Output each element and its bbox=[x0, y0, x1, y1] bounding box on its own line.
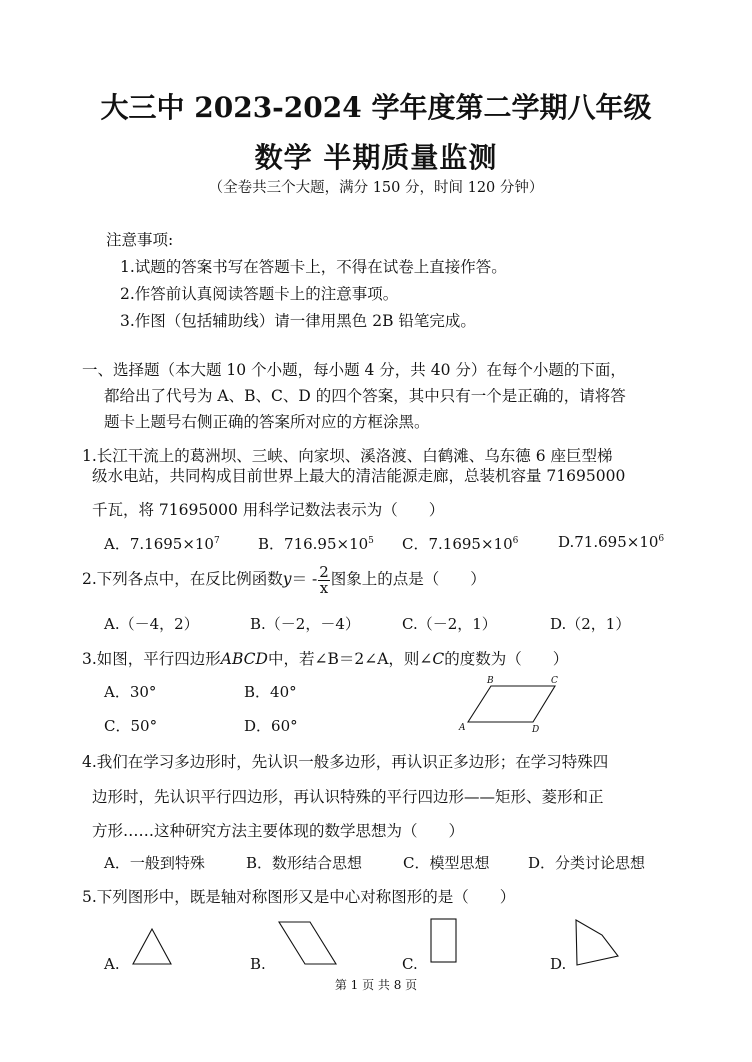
question-3-stem: 3.如图，平行四边形ABCD中，若∠B＝2∠A，则∠C的度数为（ ） bbox=[82, 650, 569, 668]
section-heading: 一、选择题（本大题 10 个小题，每小题 4 分，共 40 分）在每个小题的下面， bbox=[82, 361, 626, 379]
quadrilateral-shape bbox=[572, 914, 624, 970]
question-4-option-a: A．一般到特殊 bbox=[104, 854, 205, 872]
parallelogram-shape bbox=[468, 686, 555, 722]
question-5-option-a: A. bbox=[104, 955, 120, 973]
question-3-option-c: C．50° bbox=[104, 717, 158, 735]
parallelogram-option-shape bbox=[276, 918, 340, 968]
question-2-option-a: A.（－4，2） bbox=[104, 615, 199, 633]
question-2-option-c: C.（－2，1） bbox=[402, 615, 497, 633]
question-4-option-d: D．分类讨论思想 bbox=[528, 854, 646, 872]
question-1-option-c: C．$7.1695\times 10^6$ bbox=[402, 535, 519, 553]
question-4-stem: 4.我们在学习多边形时，先认识一般多边形，再认识正多边形；在学习特殊四 bbox=[82, 753, 609, 771]
vertex-label-b: B bbox=[487, 676, 494, 686]
fraction: $\frac{2}{x}$ bbox=[319, 562, 329, 597]
question-2-option-b: B.（－2，－4） bbox=[250, 615, 360, 633]
page-footer: 第 1 页 共 8 页 bbox=[334, 978, 418, 992]
question-4-option-b: B．数形结合思想 bbox=[246, 854, 363, 872]
parallelogram-figure bbox=[455, 672, 575, 738]
vertex-label-a: A bbox=[459, 723, 466, 733]
question-1-stem: 级水电站，共同构成目前世界上最大的清洁能源走廊，总装机容量 71695000 bbox=[92, 467, 626, 485]
question-5-option-c: C. bbox=[402, 955, 418, 973]
question-1-option-b: B．$716.95\times 10^5$ bbox=[258, 535, 374, 553]
notice-heading: 注意事项: bbox=[106, 231, 174, 249]
question-3-option-a: A．30° bbox=[104, 683, 157, 701]
question-5-stem: 5.下列图形中，既是轴对称图形又是中心对称图形的是（ ） bbox=[82, 888, 516, 906]
question-1-stem: 千瓦，将 71695000 用科学记数法表示为（ ） bbox=[92, 501, 445, 519]
question-5-option-d: D. bbox=[550, 955, 567, 973]
section-instructions: 题卡上题号右侧正确的答案所对应的方框涂黑。 bbox=[104, 413, 430, 431]
question-4-stem: 方形……这种研究方法主要体现的数学思想为（ ） bbox=[92, 822, 465, 840]
question-2-option-d: D.（2，1） bbox=[550, 615, 631, 633]
exam-title: 大三中 2023-2024 学年度第二学期八年级 bbox=[100, 91, 652, 124]
exam-info: （全卷共三个大题，满分 150 分，时间 120 分钟） bbox=[208, 180, 544, 196]
notice-item: 1.试题的答案书写在答题卡上，不得在试卷上直接作答。 bbox=[120, 258, 507, 276]
exam-subject-title: 数学 半期质量监测 bbox=[254, 141, 498, 174]
question-5-option-b: B. bbox=[250, 955, 266, 973]
question-1-option-a: A．$7.1695\times 10^7$ bbox=[104, 535, 220, 553]
question-4-option-c: C．模型思想 bbox=[403, 854, 490, 872]
question-1-stem: 1.长江干流上的葛洲坝、三峡、向家坝、溪洛渡、白鹤滩、乌东德 6 座巨型梯 bbox=[82, 447, 613, 465]
triangle-shape bbox=[130, 926, 176, 968]
notice-item: 3.作图（包括辅助线）请一律用黑色 2B 铅笔完成。 bbox=[120, 312, 476, 330]
question-3-option-d: D．60° bbox=[244, 717, 298, 735]
question-4-stem: 边形时，先认识平行四边形，再认识特殊的平行四边形——矩形、菱形和正 bbox=[92, 788, 604, 806]
question-3-option-b: B．40° bbox=[244, 683, 297, 701]
question-1-option-d: $D.71.695\times 10^6$ bbox=[558, 533, 665, 551]
vertex-label-c: C bbox=[551, 676, 558, 686]
question-2-stem: 2.下列各点中，在反比例函数y＝ - $\frac{2}{x}$ 图象上的点是（ ） bbox=[82, 562, 486, 597]
notice-item: 2.作答前认真阅读答题卡上的注意事项。 bbox=[120, 285, 399, 303]
rectangle-shape bbox=[428, 916, 460, 966]
section-instructions: 都给出了代号为 A、B、C、D 的四个答案，其中只有一个是正确的，请将答 bbox=[104, 387, 626, 405]
vertex-label-d: D bbox=[532, 725, 540, 735]
